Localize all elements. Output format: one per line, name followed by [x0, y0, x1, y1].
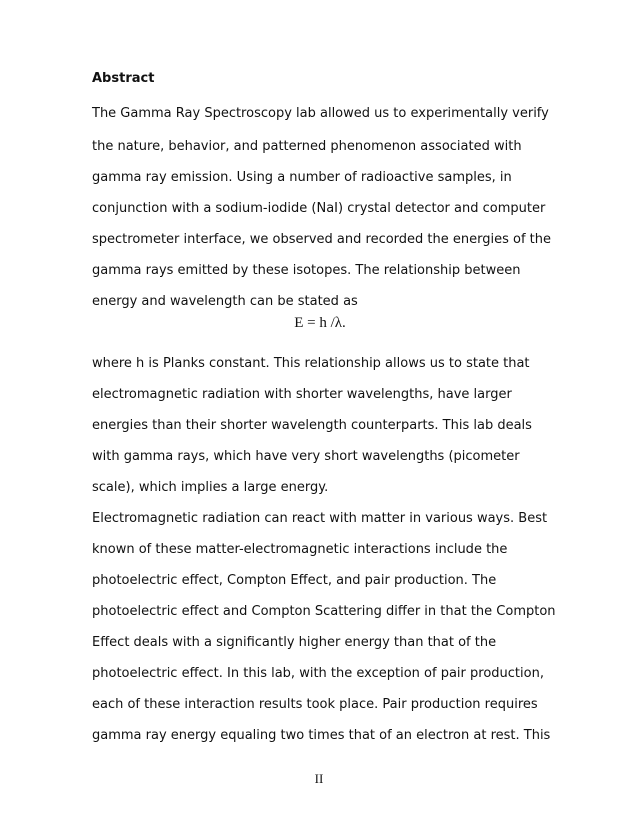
text-line: with gamma rays, which have very short wavelengths (picometer: [92, 449, 520, 464]
page-number: II: [314, 771, 324, 786]
text-line: electromagnetic radiation with shorter wavelengths, have larger: [92, 387, 512, 402]
text-line: The Gamma Ray Spectroscopy lab allowed us to experimentally verify: [92, 106, 549, 121]
text-line: Electromagnetic radiation can react with matter in various ways. Best: [92, 511, 548, 526]
text-line: scale), which implies a large energy.: [92, 480, 329, 495]
equation-text: E = h /λ.: [294, 315, 346, 331]
text-line: spectrometer interface, we observed and recorded the energies of the: [92, 232, 551, 247]
text-line: gamma rays emitted by these isotopes. The relationship between: [92, 263, 521, 278]
text-line: the nature, behavior, and patterned phenomenon associated with: [92, 139, 522, 154]
text-line: photoelectric effect. In this lab, with the exception of pair production,: [92, 666, 544, 681]
text-line: photoelectric effect and Compton Scattering differ in that the Compton: [92, 604, 556, 619]
text-line: energy and wavelength can be stated as: [92, 294, 358, 309]
text-line: where h is Planks constant. This relationship allows us to state that: [92, 356, 530, 371]
text-line: conjunction with a sodium-iodide (NaI) crystal detector and computer: [92, 201, 546, 216]
text-line: energies than their shorter wavelength counterparts. This lab deals: [92, 418, 532, 433]
text-line: each of these interaction results took place. Pair production requires: [92, 697, 538, 712]
abstract-heading: Abstract: [92, 71, 155, 86]
text-line: known of these matter-electromagnetic interactions include the: [92, 542, 508, 557]
text-line: photoelectric effect, Compton Effect, and pair production. The: [92, 573, 497, 588]
text-line: Effect deals with a significantly higher energy than that of the: [92, 635, 497, 650]
text-line: gamma ray emission. Using a number of radioactive samples, in: [92, 170, 512, 185]
text-line: gamma ray energy equaling two times that of an electron at rest. This: [92, 728, 551, 743]
equation: [0, 315, 638, 332]
